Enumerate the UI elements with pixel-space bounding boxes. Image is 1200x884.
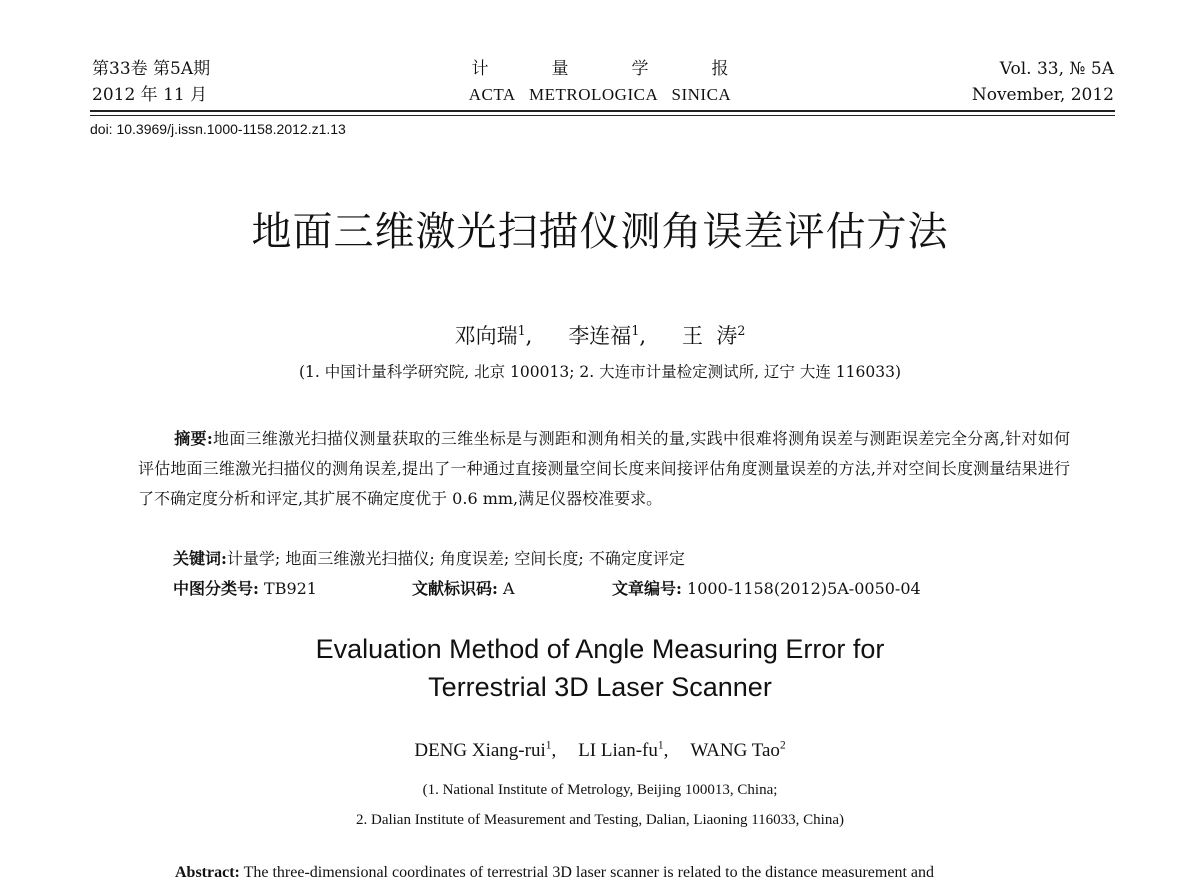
abstract-en — [175, 864, 1075, 882]
affiliation-cn: (1. 中国计量科学研究院, 北京 100013; 2. 大连市计量检定测试所, 辽宁 大连 116033) — [298, 363, 901, 381]
volume-en: Vol. 33, № 5A — [999, 59, 1114, 79]
author-affil-sup: 2 — [779, 739, 786, 752]
keywords-cn — [173, 546, 685, 572]
affiliation-en-line1: (1. National Institute of Metrology, Beijing 100013, China; — [422, 782, 778, 798]
clc-number — [173, 576, 317, 602]
abstract-cn-text: 地面三维激光扫描仪测量获取的三维坐标是与测距和测角相关的量,实践中很难将测角误差与测距误差完全分离,针对如何评估地面三维激光扫描仪的测角误差,提出了一种通过直接测量空间长度来间接评估角度测量误差的方法,并对空间长度测量结果进行了不确定度分析和评定,其扩展不确定度优于 0.6 mm,满足仪器校准要求。 — [138, 429, 1070, 508]
abstract-cn-label: 摘要: — [174, 429, 213, 448]
article-number-label: 文章编号: — [612, 579, 682, 598]
doc-code-value: A — [503, 579, 515, 598]
author-cn: 李连福 — [568, 324, 632, 348]
title-en-line2: Terrestrial 3D Laser Scanner — [428, 672, 772, 702]
article-number-value: 1000-1158(2012)5A-0050-04 — [687, 579, 921, 598]
header-rule-thin — [90, 115, 1115, 116]
keywords-label: 关键词: — [173, 549, 227, 568]
article-number — [612, 576, 921, 602]
affiliation-en-line2: 2. Dalian Institute of Measurement and Testing, Dalian, Liaoning 116033, China) — [355, 812, 844, 828]
doc-code-label: 文献标识码: — [412, 579, 498, 598]
keywords-text: 计量学; 地面三维激光扫描仪; 角度误差; 空间长度; 不确定度评定 — [226, 549, 685, 568]
document-code — [412, 576, 515, 602]
doi[interactable]: doi: 10.3969/j.issn.1000-1158.2012.z1.13 — [90, 121, 346, 137]
publication-date-en: November, 2012 — [971, 85, 1114, 105]
author-affil-sup: 1 — [545, 739, 552, 752]
abstract-en-label: Abstract: — [175, 864, 240, 881]
header-rule-thick — [90, 110, 1115, 112]
authors-cn: 邓向瑞$^1$, 李连福$^1$, 王 涛$^2$ — [454, 323, 746, 348]
clc-value: TB921 — [264, 579, 317, 598]
header-right — [972, 56, 1114, 108]
title-en-line1: Evaluation Method of Angle Measuring Error for — [315, 634, 885, 664]
journal-char: 报 — [711, 59, 729, 79]
author-affil-sup: 2 — [737, 323, 746, 338]
authors-en: DENG Xiang-rui$^1$, LI Lian-$fu^1$, WANG Tao$^2$ — [414, 739, 786, 761]
journal-char: 计 — [471, 59, 489, 79]
author-cn: 邓向瑞 — [454, 324, 518, 348]
journal-name-en: ACTA METROLOGICA SINICA — [468, 85, 732, 104]
title-cn: 地面三维激光扫描仪测角误差评估方法 — [251, 209, 949, 255]
author-en: LI Lian-fu — [578, 740, 658, 761]
author-affil-sup: 1 — [657, 739, 664, 752]
author-en: WANG Tao — [690, 740, 780, 761]
affiliation-en — [0, 775, 1200, 835]
author-affil-sup: 1 — [631, 323, 640, 338]
author-affil-sup: 1 — [517, 323, 526, 338]
title-en — [0, 630, 1200, 706]
journal-name-cn — [440, 56, 760, 82]
header-left — [92, 56, 210, 108]
volume-issue: 第33卷 第5A期 — [92, 59, 211, 79]
journal-char: 量 — [551, 59, 569, 79]
abstract-cn — [138, 424, 1070, 514]
author-en: DENG Xiang-rui — [414, 740, 546, 761]
clc-label: 中图分类号: — [173, 579, 259, 598]
header-center — [440, 56, 760, 108]
journal-char: 学 — [631, 59, 649, 79]
abstract-en-text: The three-dimensional coordinates of terrestrial 3D laser scanner is related to the distance measurement and — [243, 864, 934, 881]
publication-date-cn: 2012 年 11 月 — [92, 85, 208, 105]
author-cn: 王 涛 — [682, 324, 738, 348]
